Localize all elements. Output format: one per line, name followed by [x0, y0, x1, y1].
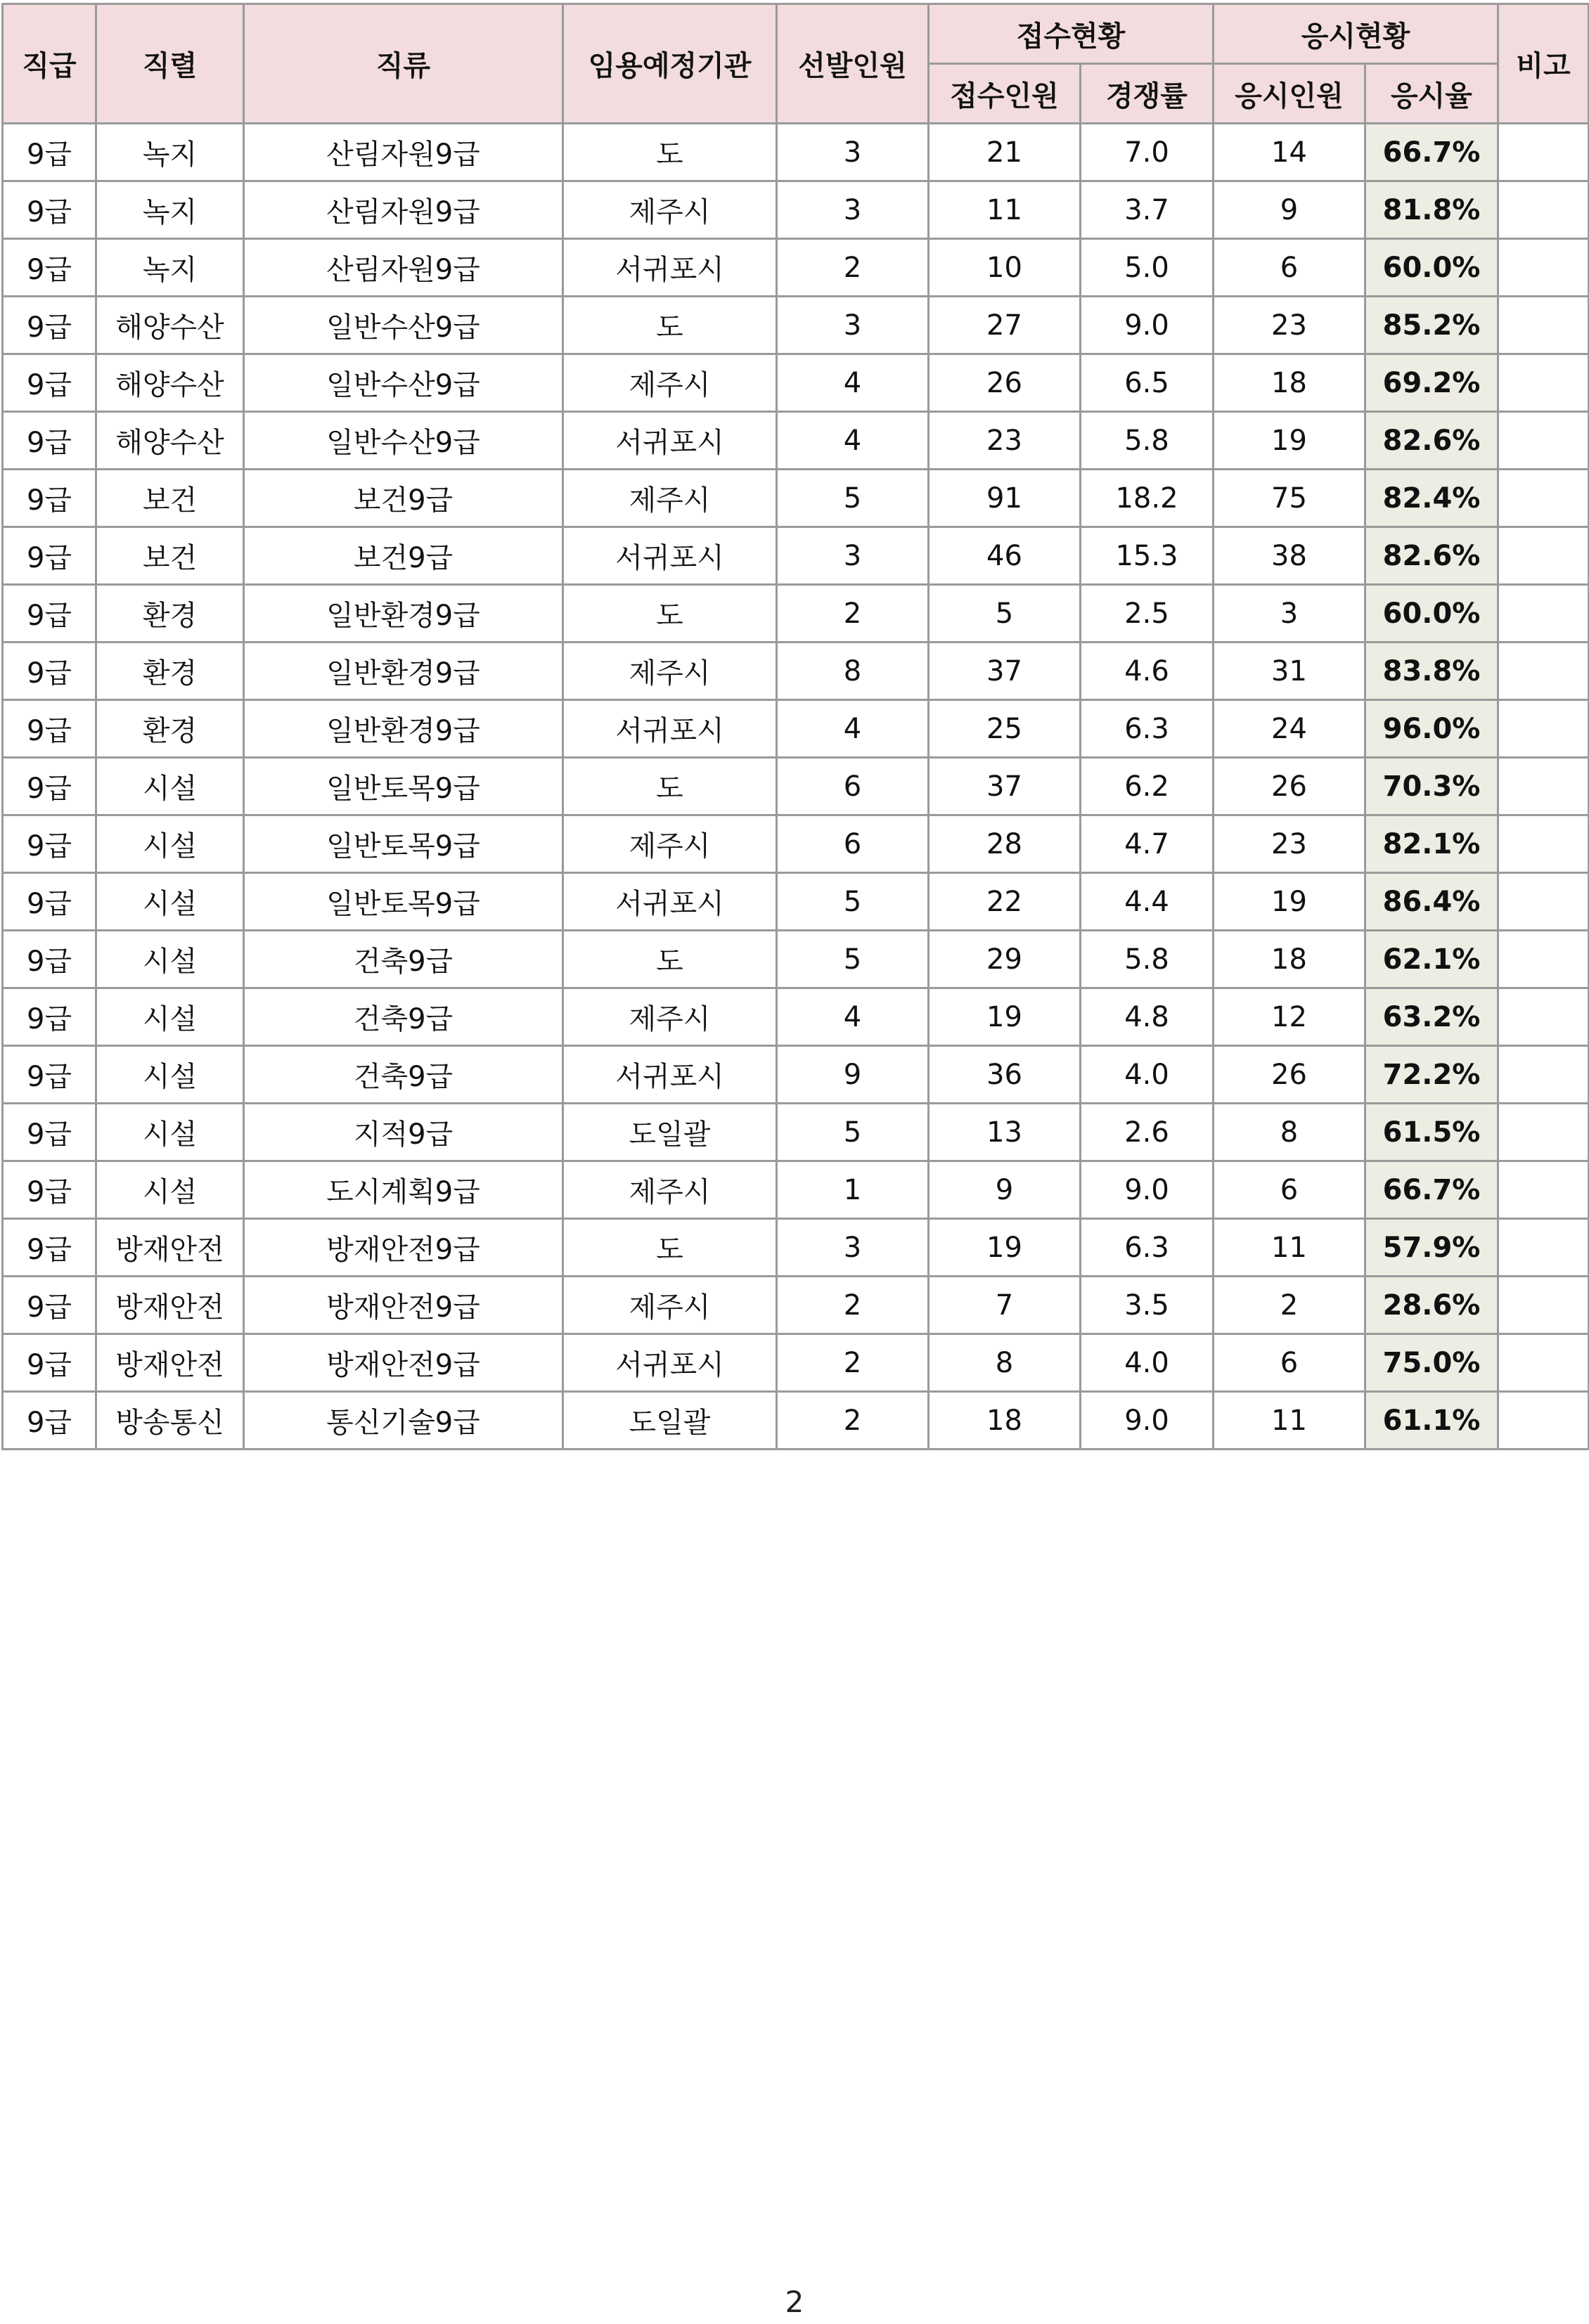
table-row [3, 1104, 1589, 1161]
cell-agency: 서귀포시 [563, 1334, 777, 1392]
cell-series: 시설 [96, 931, 244, 988]
cell-applicants: 19 [929, 1219, 1081, 1277]
cell-applicants: 18 [929, 1392, 1081, 1450]
cell-series: 시설 [96, 1046, 244, 1104]
cell-class: 지적9급 [244, 1104, 563, 1161]
cell-agency: 서귀포시 [563, 527, 777, 585]
cell-competition: 6.5 [1081, 354, 1214, 412]
cell-grade: 9급 [3, 1104, 96, 1161]
cell-selected: 2 [777, 1334, 929, 1392]
table-row [3, 354, 1589, 412]
cell-exam-rate: 66.7% [1365, 124, 1498, 181]
cell-series: 해양수산 [96, 297, 244, 354]
cell-examinees: 19 [1214, 412, 1365, 470]
cell-agency: 제주시 [563, 181, 777, 239]
cell-applicants: 91 [929, 470, 1081, 527]
cell-selected: 9 [777, 1046, 929, 1104]
cell-class: 일반토목9급 [244, 815, 563, 873]
cell-series: 방재안전 [96, 1277, 244, 1334]
cell-agency: 서귀포시 [563, 412, 777, 470]
cell-selected: 2 [777, 1277, 929, 1334]
cell-grade: 9급 [3, 758, 96, 815]
cell-selected: 6 [777, 815, 929, 873]
cell-applicants: 28 [929, 815, 1081, 873]
cell-grade: 9급 [3, 1334, 96, 1392]
cell-note [1498, 931, 1589, 988]
cell-grade: 9급 [3, 354, 96, 412]
cell-selected: 1 [777, 1161, 929, 1219]
cell-competition: 6.3 [1081, 700, 1214, 758]
cell-examinees: 6 [1214, 1334, 1365, 1392]
cell-applicants: 37 [929, 758, 1081, 815]
cell-agency: 제주시 [563, 470, 777, 527]
table-row [3, 585, 1589, 643]
cell-series: 방재안전 [96, 1334, 244, 1392]
cell-selected: 4 [777, 700, 929, 758]
cell-note [1498, 1219, 1589, 1277]
cell-grade: 9급 [3, 585, 96, 643]
cell-grade: 9급 [3, 527, 96, 585]
cell-note [1498, 643, 1589, 700]
table-row [3, 1392, 1589, 1450]
cell-note [1498, 1334, 1589, 1392]
cell-class: 보건9급 [244, 527, 563, 585]
cell-competition: 9.0 [1081, 1392, 1214, 1450]
cell-selected: 3 [777, 124, 929, 181]
table-row [3, 527, 1589, 585]
cell-selected: 3 [777, 1219, 929, 1277]
cell-series: 시설 [96, 873, 244, 931]
cell-grade: 9급 [3, 643, 96, 700]
cell-examinees: 12 [1214, 988, 1365, 1046]
header-class: 직류 [244, 4, 563, 124]
cell-series: 시설 [96, 815, 244, 873]
cell-selected: 8 [777, 643, 929, 700]
cell-competition: 4.7 [1081, 815, 1214, 873]
cell-applicants: 29 [929, 931, 1081, 988]
cell-exam-rate: 96.0% [1365, 700, 1498, 758]
cell-competition: 4.0 [1081, 1334, 1214, 1392]
cell-grade: 9급 [3, 297, 96, 354]
table-header [3, 4, 1589, 124]
cell-class: 산림자원9급 [244, 181, 563, 239]
cell-note [1498, 1161, 1589, 1219]
cell-class: 방재안전9급 [244, 1334, 563, 1392]
table-row [3, 1219, 1589, 1277]
cell-examinees: 23 [1214, 815, 1365, 873]
cell-series: 보건 [96, 527, 244, 585]
cell-class: 일반환경9급 [244, 585, 563, 643]
cell-grade: 9급 [3, 1392, 96, 1450]
cell-applicants: 25 [929, 700, 1081, 758]
table-row [3, 700, 1589, 758]
cell-examinees: 6 [1214, 1161, 1365, 1219]
cell-series: 시설 [96, 1161, 244, 1219]
cell-note [1498, 1046, 1589, 1104]
cell-competition: 3.7 [1081, 181, 1214, 239]
cell-agency: 도 [563, 585, 777, 643]
cell-exam-rate: 61.1% [1365, 1392, 1498, 1450]
table-row [3, 181, 1589, 239]
cell-examinees: 9 [1214, 181, 1365, 239]
cell-competition: 2.6 [1081, 1104, 1214, 1161]
cell-applicants: 27 [929, 297, 1081, 354]
table-row [3, 873, 1589, 931]
cell-exam-rate: 62.1% [1365, 931, 1498, 988]
cell-class: 일반토목9급 [244, 758, 563, 815]
cell-agency: 제주시 [563, 988, 777, 1046]
cell-examinees: 75 [1214, 470, 1365, 527]
table-row [3, 815, 1589, 873]
cell-competition: 4.6 [1081, 643, 1214, 700]
cell-series: 보건 [96, 470, 244, 527]
cell-selected: 5 [777, 931, 929, 988]
cell-grade: 9급 [3, 124, 96, 181]
cell-competition: 5.0 [1081, 239, 1214, 297]
cell-agency: 도 [563, 758, 777, 815]
table-row [3, 412, 1589, 470]
table-row [3, 297, 1589, 354]
cell-competition: 4.0 [1081, 1046, 1214, 1104]
cell-competition: 7.0 [1081, 124, 1214, 181]
cell-agency: 서귀포시 [563, 1046, 777, 1104]
header-exam-rate: 응시율 [1365, 64, 1498, 124]
header-grade: 직급 [3, 4, 96, 124]
cell-class: 건축9급 [244, 1046, 563, 1104]
cell-agency: 제주시 [563, 354, 777, 412]
cell-agency: 도일괄 [563, 1104, 777, 1161]
cell-exam-rate: 70.3% [1365, 758, 1498, 815]
cell-exam-rate: 60.0% [1365, 239, 1498, 297]
cell-agency: 도일괄 [563, 1392, 777, 1450]
cell-examinees: 11 [1214, 1392, 1365, 1450]
cell-grade: 9급 [3, 1219, 96, 1277]
cell-selected: 2 [777, 585, 929, 643]
cell-selected: 6 [777, 758, 929, 815]
cell-class: 일반환경9급 [244, 700, 563, 758]
cell-note [1498, 1104, 1589, 1161]
table-row [3, 470, 1589, 527]
cell-exam-rate: 63.2% [1365, 988, 1498, 1046]
cell-class: 일반수산9급 [244, 297, 563, 354]
cell-applicants: 7 [929, 1277, 1081, 1334]
cell-note [1498, 1392, 1589, 1450]
cell-grade: 9급 [3, 931, 96, 988]
cell-exam-rate: 75.0% [1365, 1334, 1498, 1392]
cell-examinees: 6 [1214, 239, 1365, 297]
cell-applicants: 46 [929, 527, 1081, 585]
table-row [3, 643, 1589, 700]
table-row [3, 1277, 1589, 1334]
cell-class: 일반수산9급 [244, 354, 563, 412]
cell-applicants: 10 [929, 239, 1081, 297]
cell-class: 방재안전9급 [244, 1277, 563, 1334]
cell-exam-rate: 86.4% [1365, 873, 1498, 931]
cell-selected: 2 [777, 239, 929, 297]
header-exam-group: 응시현황 [1214, 4, 1498, 64]
cell-series: 시설 [96, 1104, 244, 1161]
header-row-1 [3, 4, 1589, 64]
cell-examinees: 38 [1214, 527, 1365, 585]
cell-exam-rate: 82.6% [1365, 527, 1498, 585]
cell-class: 산림자원9급 [244, 124, 563, 181]
header-agency: 임용예정기관 [563, 4, 777, 124]
cell-series: 해양수산 [96, 412, 244, 470]
cell-applicants: 11 [929, 181, 1081, 239]
cell-applicants: 22 [929, 873, 1081, 931]
cell-exam-rate: 81.8% [1365, 181, 1498, 239]
cell-series: 환경 [96, 700, 244, 758]
cell-class: 건축9급 [244, 988, 563, 1046]
recruitment-status-table [1, 3, 1589, 1450]
cell-note [1498, 815, 1589, 873]
cell-competition: 4.4 [1081, 873, 1214, 931]
cell-grade: 9급 [3, 1277, 96, 1334]
header-receipt-group: 접수현황 [929, 4, 1214, 64]
cell-note [1498, 873, 1589, 931]
cell-selected: 2 [777, 1392, 929, 1450]
cell-competition: 4.8 [1081, 988, 1214, 1046]
cell-competition: 2.5 [1081, 585, 1214, 643]
cell-series: 녹지 [96, 124, 244, 181]
table-row [3, 1161, 1589, 1219]
cell-applicants: 36 [929, 1046, 1081, 1104]
cell-agency: 서귀포시 [563, 873, 777, 931]
cell-class: 일반환경9급 [244, 643, 563, 700]
cell-grade: 9급 [3, 239, 96, 297]
cell-examinees: 26 [1214, 758, 1365, 815]
cell-series: 환경 [96, 643, 244, 700]
cell-note [1498, 527, 1589, 585]
cell-selected: 5 [777, 1104, 929, 1161]
cell-examinees: 2 [1214, 1277, 1365, 1334]
cell-agency: 도 [563, 124, 777, 181]
cell-exam-rate: 60.0% [1365, 585, 1498, 643]
cell-examinees: 11 [1214, 1219, 1365, 1277]
cell-agency: 제주시 [563, 643, 777, 700]
cell-exam-rate: 82.1% [1365, 815, 1498, 873]
header-selected: 선발인원 [777, 4, 929, 124]
header-series: 직렬 [96, 4, 244, 124]
cell-selected: 4 [777, 354, 929, 412]
cell-class: 일반수산9급 [244, 412, 563, 470]
cell-series: 녹지 [96, 239, 244, 297]
cell-grade: 9급 [3, 1161, 96, 1219]
cell-selected: 3 [777, 527, 929, 585]
cell-agency: 서귀포시 [563, 239, 777, 297]
cell-competition: 6.2 [1081, 758, 1214, 815]
table-row [3, 1046, 1589, 1104]
table-row [3, 1334, 1589, 1392]
cell-applicants: 8 [929, 1334, 1081, 1392]
cell-agency: 도 [563, 931, 777, 988]
cell-note [1498, 354, 1589, 412]
cell-class: 일반토목9급 [244, 873, 563, 931]
cell-series: 녹지 [96, 181, 244, 239]
cell-note [1498, 470, 1589, 527]
page-number: 2 [785, 2285, 804, 2319]
cell-exam-rate: 72.2% [1365, 1046, 1498, 1104]
cell-selected: 5 [777, 470, 929, 527]
cell-note [1498, 988, 1589, 1046]
cell-class: 산림자원9급 [244, 239, 563, 297]
cell-grade: 9급 [3, 873, 96, 931]
table-row [3, 239, 1589, 297]
cell-class: 도시계획9급 [244, 1161, 563, 1219]
cell-competition: 9.0 [1081, 297, 1214, 354]
cell-agency: 도 [563, 1219, 777, 1277]
header-competition: 경쟁률 [1081, 64, 1214, 124]
cell-series: 환경 [96, 585, 244, 643]
cell-grade: 9급 [3, 988, 96, 1046]
cell-agency: 제주시 [563, 1161, 777, 1219]
cell-examinees: 19 [1214, 873, 1365, 931]
cell-competition: 9.0 [1081, 1161, 1214, 1219]
cell-selected: 3 [777, 181, 929, 239]
cell-class: 건축9급 [244, 931, 563, 988]
cell-exam-rate: 82.4% [1365, 470, 1498, 527]
header-applicants: 접수인원 [929, 64, 1081, 124]
cell-examinees: 24 [1214, 700, 1365, 758]
cell-competition: 6.3 [1081, 1219, 1214, 1277]
cell-note [1498, 585, 1589, 643]
cell-competition: 15.3 [1081, 527, 1214, 585]
table-row [3, 988, 1589, 1046]
cell-note [1498, 700, 1589, 758]
cell-examinees: 8 [1214, 1104, 1365, 1161]
cell-series: 해양수산 [96, 354, 244, 412]
cell-examinees: 23 [1214, 297, 1365, 354]
cell-competition: 5.8 [1081, 931, 1214, 988]
cell-note [1498, 181, 1589, 239]
cell-examinees: 31 [1214, 643, 1365, 700]
cell-class: 보건9급 [244, 470, 563, 527]
cell-note [1498, 297, 1589, 354]
cell-agency: 서귀포시 [563, 700, 777, 758]
cell-examinees: 18 [1214, 354, 1365, 412]
cell-exam-rate: 66.7% [1365, 1161, 1498, 1219]
cell-series: 시설 [96, 988, 244, 1046]
cell-examinees: 18 [1214, 931, 1365, 988]
cell-class: 통신기술9급 [244, 1392, 563, 1450]
cell-series: 방송통신 [96, 1392, 244, 1450]
cell-exam-rate: 85.2% [1365, 297, 1498, 354]
cell-applicants: 37 [929, 643, 1081, 700]
cell-competition: 3.5 [1081, 1277, 1214, 1334]
cell-selected: 5 [777, 873, 929, 931]
table-row [3, 931, 1589, 988]
cell-applicants: 21 [929, 124, 1081, 181]
cell-competition: 5.8 [1081, 412, 1214, 470]
cell-selected: 3 [777, 297, 929, 354]
cell-applicants: 23 [929, 412, 1081, 470]
cell-examinees: 3 [1214, 585, 1365, 643]
cell-series: 방재안전 [96, 1219, 244, 1277]
cell-note [1498, 758, 1589, 815]
cell-note [1498, 1277, 1589, 1334]
cell-grade: 9급 [3, 1046, 96, 1104]
cell-agency: 제주시 [563, 1277, 777, 1334]
cell-grade: 9급 [3, 815, 96, 873]
cell-applicants: 19 [929, 988, 1081, 1046]
cell-note [1498, 412, 1589, 470]
cell-exam-rate: 69.2% [1365, 354, 1498, 412]
cell-grade: 9급 [3, 470, 96, 527]
cell-grade: 9급 [3, 412, 96, 470]
cell-note [1498, 124, 1589, 181]
table-row [3, 758, 1589, 815]
table-row [3, 124, 1589, 181]
cell-note [1498, 239, 1589, 297]
cell-class: 방재안전9급 [244, 1219, 563, 1277]
cell-agency: 제주시 [563, 815, 777, 873]
cell-grade: 9급 [3, 181, 96, 239]
cell-series: 시설 [96, 758, 244, 815]
cell-applicants: 13 [929, 1104, 1081, 1161]
cell-applicants: 26 [929, 354, 1081, 412]
cell-applicants: 5 [929, 585, 1081, 643]
cell-exam-rate: 57.9% [1365, 1219, 1498, 1277]
cell-selected: 4 [777, 988, 929, 1046]
table-body [3, 124, 1589, 1450]
cell-agency: 도 [563, 297, 777, 354]
cell-exam-rate: 82.6% [1365, 412, 1498, 470]
cell-examinees: 14 [1214, 124, 1365, 181]
cell-grade: 9급 [3, 700, 96, 758]
cell-exam-rate: 28.6% [1365, 1277, 1498, 1334]
header-examinees: 응시인원 [1214, 64, 1365, 124]
cell-examinees: 26 [1214, 1046, 1365, 1104]
header-note: 비고 [1498, 4, 1589, 124]
cell-applicants: 9 [929, 1161, 1081, 1219]
cell-competition: 18.2 [1081, 470, 1214, 527]
cell-selected: 4 [777, 412, 929, 470]
cell-exam-rate: 83.8% [1365, 643, 1498, 700]
cell-exam-rate: 61.5% [1365, 1104, 1498, 1161]
